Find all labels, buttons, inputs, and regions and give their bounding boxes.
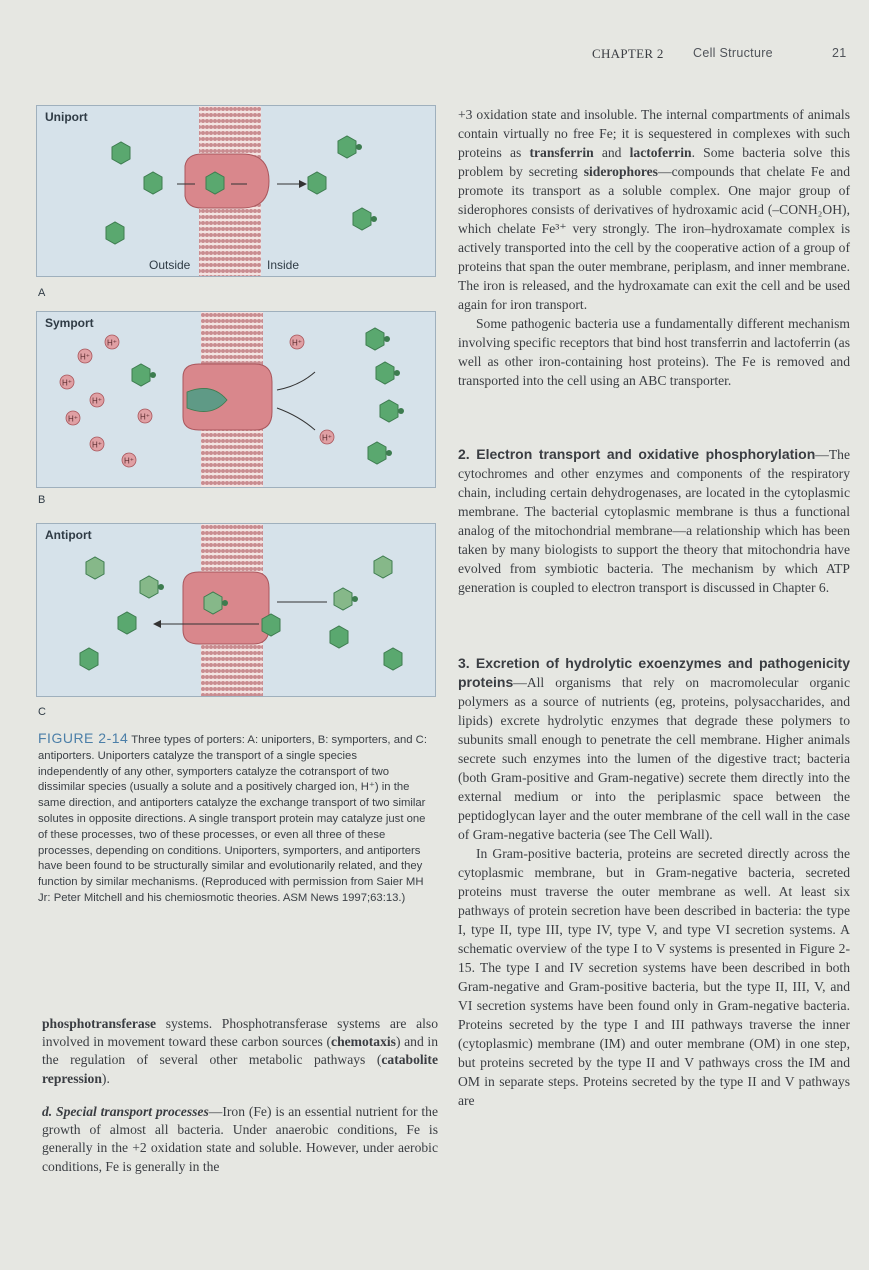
panel-title: Symport bbox=[45, 316, 94, 330]
solute-hexagon bbox=[140, 576, 164, 598]
figure-panel-symport bbox=[32, 308, 436, 488]
solute-hexagon bbox=[308, 172, 326, 194]
section-2 bbox=[458, 445, 850, 597]
solute-hexagon bbox=[334, 588, 358, 610]
paragraph bbox=[458, 445, 850, 597]
solute-hexagon bbox=[206, 172, 224, 194]
solute-hexagon bbox=[86, 557, 104, 579]
section-heading: 3. Excretion of hydrolytic exoenzymes and pathogenicity proteins bbox=[458, 655, 850, 690]
proton-ion bbox=[78, 349, 92, 363]
paragraph bbox=[458, 654, 850, 844]
proton-ion bbox=[90, 437, 104, 451]
key-term: chemotaxis bbox=[331, 1034, 396, 1050]
proton-ion bbox=[138, 409, 152, 423]
solute-hexagon bbox=[353, 208, 377, 230]
solute-hexagon bbox=[262, 614, 280, 636]
proton-ion bbox=[66, 411, 80, 425]
solute-hexagon bbox=[366, 328, 390, 350]
text-run: —All organisms that rely on macromolecular organic polymers as a source of nutrients (eg, proteins, polysaccharides, and lipids) excrete hydrolytic enzymes that degrade these polymers to subunits small enough to penetrate the cell membrane. Higher animals secrete such enzymes into the lumen of the digestive tract; bacteria (both Gram-positive and Gram-negative) secrete them directly into the external medium or into the periplasmic space between the peptidoglycan layer and the outer membrane of the cell wall in the case of Gram-negative bacteria (see The Cell Wall). bbox=[458, 675, 850, 842]
proton-ion bbox=[90, 393, 104, 407]
text-run: +3 oxidation state and insoluble. The internal compartments of animals contain virtually no free Fe; it is sequestered in complexes with such proteins as bbox=[458, 107, 850, 160]
running-header-section: Cell Structure bbox=[693, 46, 773, 60]
left-column-text-2 bbox=[42, 1103, 438, 1176]
right-column-text bbox=[458, 105, 850, 390]
solute-hexagon bbox=[132, 364, 156, 386]
figure-label: FIGURE 2-14 bbox=[38, 730, 129, 746]
paragraph: In Gram-positive bacteria, proteins are secreted directly across the cytoplasmic membrane, but in Gram-negative bacteria, secreted proteins must traverse the outer membrane as well. At least six pathways of protein secretion have been described in bacteria: the type I, type II, type III, type IV, type V, and type VI secretion systems. A schematic overview of the type I to V systems is presented in Figure 2-15. The type I and IV secretion systems have been described in both Gram-negative and Gram-positive bacteria, but the type II, III, V, and VI secretion systems have been found only in Gram-negative bacteria. Proteins secreted by the type I and III pathways traverse the inner (cytoplasmic) membrane (IM) and outer membrane (OM) in one step, but proteins secreted by the type II and V pathways cross the IM and OM in separate steps. Proteins secreted by the type II and V pathways are bbox=[458, 846, 850, 1108]
paragraph: Some pathogenic bacteria use a fundamentally different mechanism involving specific receptors that bind host transferrin and lactoferrin (as well as other iron-containing host proteins). The Fe is removed and transported into the cell using an ABC transporter. bbox=[458, 316, 850, 388]
text-run: and bbox=[593, 145, 630, 160]
text-run: ). bbox=[101, 1070, 110, 1086]
paragraph bbox=[42, 1103, 438, 1176]
solute-hexagon bbox=[330, 626, 348, 648]
text-run: —compounds that chelate Fe and promote its transport as a soluble complex. One major group of siderophores consists of derivatives of hydroxamic acid (–CONH₂OH), which chelate Fe³⁺ very strongly. The iron–hydroxamate complex is actively transported into the cell by the cooperative action of a group of proteins that span the outer membrane, periplasm, and inner membrane. The iron is released, and the hydroxamate can exit the cell and be used again for iron transport. bbox=[458, 164, 850, 312]
figure-panel-uniport bbox=[36, 105, 436, 277]
text-run: —The cytochromes and other enzymes and components of the respiratory chain, including certain dehydrogenases, are located in the cytoplasmic membrane. The bacterial cytoplasmic membrane is thus a functional analog of the mitochondrial membrane—a relationship which has been taken by many biologists to support the theory that mitochondria have evolved from symbiotic bacteria. The mechanism by which ATP generation is coupled to electron transport is discussed in Chapter 6. bbox=[458, 447, 850, 595]
solute-hexagon bbox=[384, 648, 402, 670]
symport-diagram: H⁺ bbox=[37, 312, 435, 487]
solute-hexagon bbox=[144, 172, 162, 194]
solute-hexagon bbox=[368, 442, 392, 464]
subsection-heading: d. Special transport processes bbox=[42, 1104, 209, 1119]
running-header-chapter: CHAPTER 2 bbox=[592, 46, 664, 61]
panel-letter-b: B bbox=[38, 494, 46, 506]
inside-label: Inside bbox=[267, 258, 300, 272]
proton-ion bbox=[60, 375, 74, 389]
outside-label: Outside bbox=[149, 258, 191, 272]
solute-hexagon bbox=[374, 556, 392, 578]
solute-hexagon bbox=[380, 400, 404, 422]
panel-title: Antiport bbox=[45, 528, 92, 542]
key-term: siderophores bbox=[583, 164, 658, 179]
solute-hexagon bbox=[80, 648, 98, 670]
panel-letter-a: A bbox=[38, 287, 46, 299]
antiport-diagram bbox=[37, 524, 435, 696]
solute-hexagon bbox=[106, 222, 124, 244]
figure-panel-antiport bbox=[36, 523, 436, 697]
text-run: systems. Phosphotransferase systems are also involved in movement toward these carbon sources ( bbox=[42, 1016, 438, 1050]
proton-ion bbox=[290, 335, 304, 349]
page-number: 21 bbox=[832, 46, 847, 60]
text-run: —Iron (Fe) is an essential nutrient for the growth of almost all bacteria. Under anaerobic conditions, Fe is generally in the +2 oxidation state and soluble. However, under aerobic conditions, Fe is generally in the bbox=[42, 1104, 439, 1174]
uniport-diagram bbox=[37, 106, 435, 276]
proton-ion bbox=[122, 453, 136, 467]
solute-hexagon bbox=[118, 612, 136, 634]
proton-ion bbox=[320, 430, 334, 444]
key-term: phosphotransferase bbox=[42, 1016, 157, 1031]
panel-letter-c: C bbox=[38, 706, 46, 718]
key-term: catabolite repression bbox=[42, 1052, 438, 1086]
key-term: lactoferrin bbox=[629, 145, 692, 160]
caption-text: Three types of porters: A: uniporters, B: symporters, and C: antiporters. Uniporters catalyze the transport of a single species independently of any other, symporters catalyze the cotransport of two dissimilar species (usually a solute and a positively charged ion, H⁺) in the same direction, and antiporters catalyze the exchange transport of two similar solutes in opposite directions. A single transport protein may catalyze just one of these processes, two of these processes, or even all three of these processes, depending on conditions. Uniporters, symporters, and antiporters have been found to be structurally similar and evolutionarily related, and they function by similar mechanisms. (Reproduced with permission from Saier MH Jr: Peter Mitchell and his chemiosmotic theories. ASM News 1997;63:13.) bbox=[38, 734, 427, 904]
section-heading: 2. Electron transport and oxidative phosphorylation bbox=[458, 446, 816, 462]
proton-ion bbox=[105, 335, 119, 349]
solute-hexagon bbox=[338, 136, 362, 158]
text-run: . Some bacteria solve this problem by secreting bbox=[458, 145, 850, 179]
solute-hexagon bbox=[376, 362, 400, 384]
uniporter-protein bbox=[185, 154, 269, 208]
section-3 bbox=[458, 654, 850, 1110]
solute-hexagon bbox=[112, 142, 130, 164]
left-column-text bbox=[42, 1015, 438, 1088]
paragraph bbox=[42, 1015, 438, 1088]
panel-title: Uniport bbox=[45, 110, 88, 124]
antiporter-protein bbox=[183, 572, 269, 644]
key-term: transferrin bbox=[529, 145, 594, 160]
text-run: ) and in the regulation of several other metabolic pathways ( bbox=[42, 1034, 438, 1068]
paragraph bbox=[458, 105, 850, 314]
figure-caption bbox=[38, 731, 430, 907]
